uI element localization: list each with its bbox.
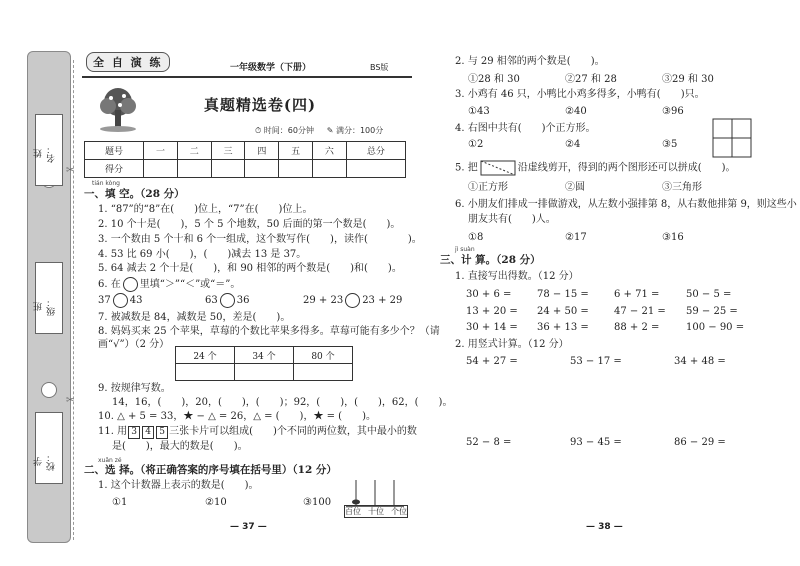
- pinyin: tián kòng: [92, 180, 120, 187]
- score-cell[interactable]: [245, 160, 279, 178]
- choice-table: [175, 346, 353, 381]
- question: 9. 按规律写数。: [98, 383, 171, 394]
- number-card: 4: [142, 426, 154, 439]
- calc-item: 47 − 21 =: [614, 306, 666, 317]
- table-cell: 一: [144, 142, 178, 160]
- table-row: [85, 160, 406, 178]
- exam-meta: [255, 125, 383, 136]
- question: 10. △ + 5 = 33，★ − △ = 26，△ = ( )，★ = ( )。: [98, 411, 376, 422]
- question-text: 沿虚线剪开，得到的两个图形还可以拼成( )。: [517, 162, 736, 174]
- question: 朋友共有( )人。: [468, 214, 556, 225]
- table-row: [176, 347, 353, 364]
- calc-item: 100 − 90 =: [686, 322, 745, 333]
- score-table: [84, 141, 406, 178]
- time-limit: 时间：60分钟: [263, 126, 314, 135]
- place-label: 个位: [391, 507, 407, 516]
- compare-item: [205, 293, 249, 308]
- option[interactable]: ③96: [662, 106, 684, 117]
- pinyin: jì suàn: [455, 246, 475, 253]
- option[interactable]: ③三角形: [662, 182, 702, 193]
- question: 2. 用竖式计算。（12 分）: [455, 339, 569, 350]
- compare-item: [303, 293, 402, 308]
- option[interactable]: ①8: [468, 232, 484, 243]
- option[interactable]: ②4: [565, 139, 581, 150]
- question-text: 6. 在: [98, 279, 121, 290]
- full-score: 满分：100分: [335, 126, 384, 135]
- option[interactable]: ③5: [662, 139, 678, 150]
- subject-label: 一年级数学（下册）: [230, 63, 312, 73]
- scissors-icon: ✂: [66, 165, 75, 176]
- compare-right: 23 + 29: [362, 295, 403, 306]
- compare-left: 37: [98, 295, 111, 306]
- option[interactable]: ①43: [468, 106, 490, 117]
- school-box[interactable]: [35, 412, 63, 484]
- question: 5. 64 减去 2 个十是( )，和 90 相邻的两个数是( )和( )。: [98, 263, 402, 274]
- question: 4. 53 比 69 小( )，( )减去 13 是 37。: [98, 249, 307, 260]
- calc-item: 53 − 17 =: [570, 356, 622, 367]
- calc-item: 24 + 50 =: [537, 306, 589, 317]
- table-cell: 得分: [85, 160, 144, 178]
- table-cell: 34 个: [235, 347, 294, 364]
- cut-line: [73, 60, 74, 540]
- compare-right: 36: [236, 295, 250, 306]
- score-cell[interactable]: [279, 160, 313, 178]
- compare-left: 29 + 23: [303, 295, 344, 306]
- calc-item: 6 + 71 =: [614, 289, 660, 300]
- page-number: — 37 —: [230, 522, 267, 532]
- question: [98, 425, 417, 439]
- page-number: — 38 —: [586, 522, 623, 532]
- calc-item: 54 + 27 =: [466, 356, 518, 367]
- cut-rectangle-icon: [480, 160, 516, 176]
- score-cell[interactable]: [144, 160, 178, 178]
- score-cell[interactable]: [211, 160, 245, 178]
- question: 4. 右图中共有( )个正方形。: [455, 123, 596, 134]
- clock-icon: ⏱: [255, 126, 262, 135]
- question: [98, 277, 240, 292]
- class-label: 班级：: [34, 298, 57, 316]
- number-card: 3: [128, 426, 140, 439]
- option[interactable]: ②27 和 28: [565, 74, 617, 85]
- score-cell[interactable]: [346, 160, 405, 178]
- calc-item: 86 − 29 =: [674, 437, 726, 448]
- section-title: 三、计 算。（28 分）: [440, 254, 541, 266]
- question: 7. 被减数是 84，减数是 50，差是( )。: [98, 312, 291, 323]
- tree-illustration-icon: [96, 86, 140, 132]
- calc-item: 88 + 2 =: [614, 322, 660, 333]
- calc-item: 59 − 25 =: [686, 306, 738, 317]
- option[interactable]: ②17: [565, 232, 587, 243]
- score-cell[interactable]: [313, 160, 347, 178]
- question: 是( )，最大的数是( )。: [112, 441, 248, 452]
- calc-item: 30 + 14 =: [466, 322, 518, 333]
- table-cell: 24 个: [176, 347, 235, 364]
- question: 2. 10 个十是( )，5 个 5 个地数，50 后面的第一个数是( )。: [98, 219, 401, 230]
- question-text: 11. 用: [98, 426, 128, 437]
- check-cell[interactable]: [176, 364, 235, 381]
- option[interactable]: ②10: [205, 497, 227, 508]
- number-card: 5: [156, 426, 168, 439]
- calc-item: 36 + 13 =: [537, 322, 589, 333]
- compare-circle[interactable]: [113, 293, 128, 308]
- calc-item: 13 + 20 =: [466, 306, 518, 317]
- option[interactable]: ①2: [468, 139, 484, 150]
- page-title: 真题精选卷(四): [203, 96, 317, 114]
- place-label: 十位: [368, 507, 384, 516]
- question-text: 5. 把: [455, 162, 478, 174]
- abacus-labels: [344, 505, 408, 518]
- calc-item: 50 − 5 =: [686, 289, 732, 300]
- option[interactable]: ②40: [565, 106, 587, 117]
- option[interactable]: ①1: [112, 497, 128, 508]
- question: 8. 妈妈买来 25 个苹果，草莓的个数比苹果多得多。草莓可能有多少个？（请: [98, 326, 440, 337]
- compare-circle[interactable]: [220, 293, 235, 308]
- compare-item: [98, 293, 142, 308]
- table-cell: 总分: [346, 142, 405, 160]
- place-label: 百位: [345, 507, 361, 516]
- calc-item: 52 − 8 =: [466, 437, 512, 448]
- question-text: 三张卡片可以组成( )个不同的两位数，其中最小的数: [169, 426, 417, 437]
- binding-strip: [27, 51, 71, 543]
- option[interactable]: ③16: [662, 232, 684, 243]
- check-cell[interactable]: [294, 364, 353, 381]
- question: 3. 小鸡有 46 只，小鸭比小鸡多得多，小鸭有( )只。: [455, 89, 705, 100]
- table-cell: 三: [211, 142, 245, 160]
- table-row: [85, 142, 406, 160]
- version-label: BS版: [370, 63, 389, 72]
- calc-item: 30 + 6 =: [466, 289, 512, 300]
- check-cell[interactable]: [235, 364, 294, 381]
- pencil-icon: ✎: [326, 126, 334, 135]
- table-cell: 五: [279, 142, 313, 160]
- question: 6. 小朋友们排成一排做游戏，从左数小强排第 8，从右数他排第 9，则这些小: [455, 199, 797, 210]
- series-logo: 全 自 演 练: [86, 52, 170, 72]
- punch-hole: [41, 382, 57, 398]
- table-cell: 六: [313, 142, 347, 160]
- section-title: 二、选 择。（将正确答案的序号填在括号里）（12 分）: [84, 464, 337, 476]
- scissors-icon: ✂: [66, 395, 75, 406]
- question: 14，16，( )，20，( )，( )；92，( )，( )，62，( )。: [112, 397, 453, 408]
- question-text: 里填“＞”“＜”或“＝”。: [139, 279, 241, 290]
- section-title: 一、填 空。（28 分）: [84, 188, 185, 200]
- question: 1. 直接写出得数。（12 分）: [455, 271, 579, 282]
- option[interactable]: ①正方形: [468, 182, 508, 193]
- name-label: 姓名：: [34, 145, 57, 163]
- question: 3. 一个数由 5 个十和 6 个一组成，这个数写作( )，读作( )。: [98, 234, 422, 245]
- table-cell: 题号: [85, 142, 144, 160]
- question: [455, 160, 736, 176]
- school-label: 学校：: [34, 453, 57, 471]
- table-row: [176, 364, 353, 381]
- pinyin: xuǎn zé: [98, 457, 122, 464]
- compare-left: 63: [205, 295, 218, 306]
- question: 1. 这个计数器上表示的数是( )。: [98, 480, 259, 491]
- question: 1. “87”的“8”在( )位上，“7”在( )位上。: [98, 204, 313, 215]
- table-cell: 80 个: [294, 347, 353, 364]
- option[interactable]: ②圆: [565, 182, 585, 193]
- question: 2. 与 29 相邻的两个数是( )。: [455, 56, 605, 67]
- option[interactable]: ①28 和 30: [468, 74, 520, 85]
- calc-item: 78 − 15 =: [537, 289, 589, 300]
- table-cell: 二: [177, 142, 211, 160]
- circle-icon: [123, 277, 138, 292]
- score-cell[interactable]: [177, 160, 211, 178]
- grid-squares-icon: [712, 118, 752, 158]
- option[interactable]: ③29 和 30: [662, 74, 714, 85]
- calc-item: 93 − 45 =: [570, 437, 622, 448]
- compare-circle[interactable]: [345, 293, 360, 308]
- compare-right: 43: [129, 295, 143, 306]
- question: 画“√”）（2 分）: [98, 339, 170, 350]
- option[interactable]: ③100: [303, 497, 332, 508]
- calc-item: 34 + 48 =: [674, 356, 726, 367]
- table-cell: 四: [245, 142, 279, 160]
